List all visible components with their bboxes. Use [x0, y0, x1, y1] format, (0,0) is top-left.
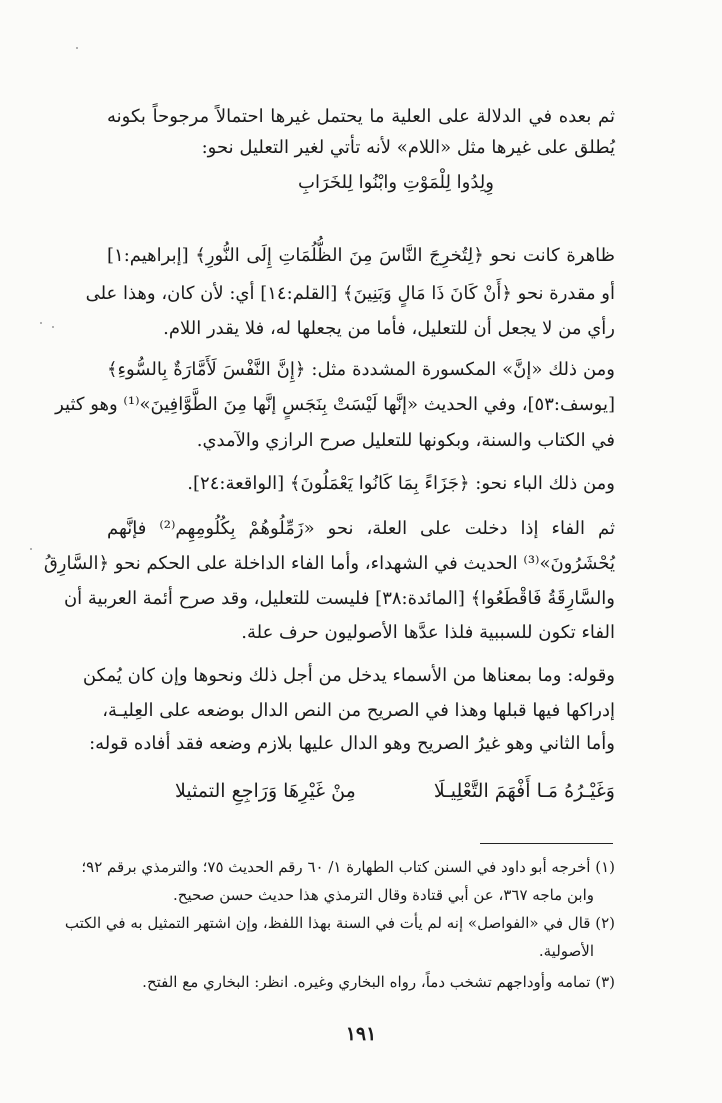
footnote-line: (١) أخرجه أبو داود في السنن كتاب الطهارة ١/ ٦٠ رقم الحديث ٧٥؛ والترمذي برقم ٩٢؛: [81, 858, 615, 876]
text-line: ظاهرة كانت نحو ﴿لِتُخرِجَ النَّاسَ مِنَ الظُّلُمَاتِ إِلَى النُّورِ﴾ [إبراهيم:١]: [107, 245, 615, 266]
footnote-divider: [480, 843, 613, 844]
text-line: ثم بعده في الدلالة على العلية ما يحتمل غيرها احتمالاً مرجوحاً بكونه: [107, 106, 615, 127]
text-line: [يوسف:٥٣]، وفي الحديث «إنَّها لَيْسَتْ بِنَجَسٍ إنَّها مِنَ الطَّوَّافِينَ»⁽¹⁾ وهو كثير: [55, 394, 615, 415]
text-line: والسَّارِقَةُ فَاقْطَعُوا﴾ [المائدة:٣٨] فليست للتعليل، وقد صرح أئمة العربية أن: [63, 588, 615, 609]
footnote-line: الأصولية.: [538, 942, 594, 960]
footnote-line: (٣) تمامه وأوداجهم تشخب دماً، رواه البخاري وغيره. انظر: البخاري مع الفتح.: [142, 973, 615, 991]
text-line: يُطلق على غيرها مثل «اللام» لأنه تأتي لغير التعليل نحو:: [201, 137, 615, 158]
text-line: أو مقدرة نحو ﴿أَنْ كَانَ ذَا مَالٍ وَبَنِينَ﴾ [القلم:١٤] أي: لأن كان، وهذا على: [85, 283, 615, 304]
text-line: ومن ذلك الباء نحو: ﴿جَزَاءً بِمَا كَانُوا يَعْمَلُونَ﴾ [الواقعة:٢٤].: [187, 473, 615, 494]
text-line: ثم الفاء إذا دخلت على العلة، نحو «زَمِّلُوهُمْ بِكُلُومِهِم⁽²⁾ فإنَّهم: [107, 518, 615, 539]
text-line: وقوله: وما بمعناها من الأسماء يدخل من أجل ذلك ونحوها وإن كان يُمكن: [82, 665, 615, 686]
scan-speck: [40, 322, 42, 324]
footnote-line: وابن ماجه ٣٦٧، عن أبي قتادة وقال الترمذي هذا حديث حسن صحيح.: [173, 886, 594, 904]
text-line: ومن ذلك «إنَّ» المكسورة المشددة مثل: ﴿إِنَّ النَّفْسَ لَأَمَّارَةٌ بِالسُّوءِ﴾: [107, 359, 616, 380]
text-line: وأما الثاني وهو غيرُ الصريح وهو الدال عليها بلازم وضعه فقد أفاده قوله:: [89, 733, 615, 754]
footnote-line: (٢) قال في «الفواصل» إنه لم يأت في السنة بهذا اللفظ، وإن اشتهر التمثيل به في الكتب: [64, 914, 615, 932]
verse-hemistich-right: وَغَيْـرُهُ مَـا أَفْهَمَ التَّعْلِيـلَا: [433, 780, 615, 802]
text-line: في الكتاب والسنة، وبكونها للتعليل صرح الرازي والآمدي.: [196, 430, 615, 451]
page-number: ١٩١: [345, 1023, 377, 1045]
text-line: الفاء تكون للسببية فلذا عدَّها الأصوليون حرف علة.: [241, 622, 615, 643]
poetry-line: وِلِدُوا لِلْمَوْتِ وابْنُوا لِلخَرَابِ: [298, 172, 494, 193]
text-line: إدراكها فيها قبلها وهذا في الصريح من النص الدال بوضعه على العِليـة،: [102, 700, 615, 721]
scan-speck: [30, 548, 32, 550]
verse-hemistich-left: مِنْ غَيْرِهَا وَرَاجِعِ التمثيلا: [175, 780, 356, 802]
scan-speck: [76, 47, 78, 49]
text-line: يُحْشَرُونَ»⁽³⁾ الحديث في الشهداء، وأما الفاء الداخلة على الحكم نحو ﴿السَّارِقُ: [43, 553, 615, 574]
scan-speck: [52, 326, 54, 328]
text-line: رأي من لا يجعل أن للتعليل، فأما من يجعلها له، فلا يقدر اللام.: [163, 318, 615, 339]
